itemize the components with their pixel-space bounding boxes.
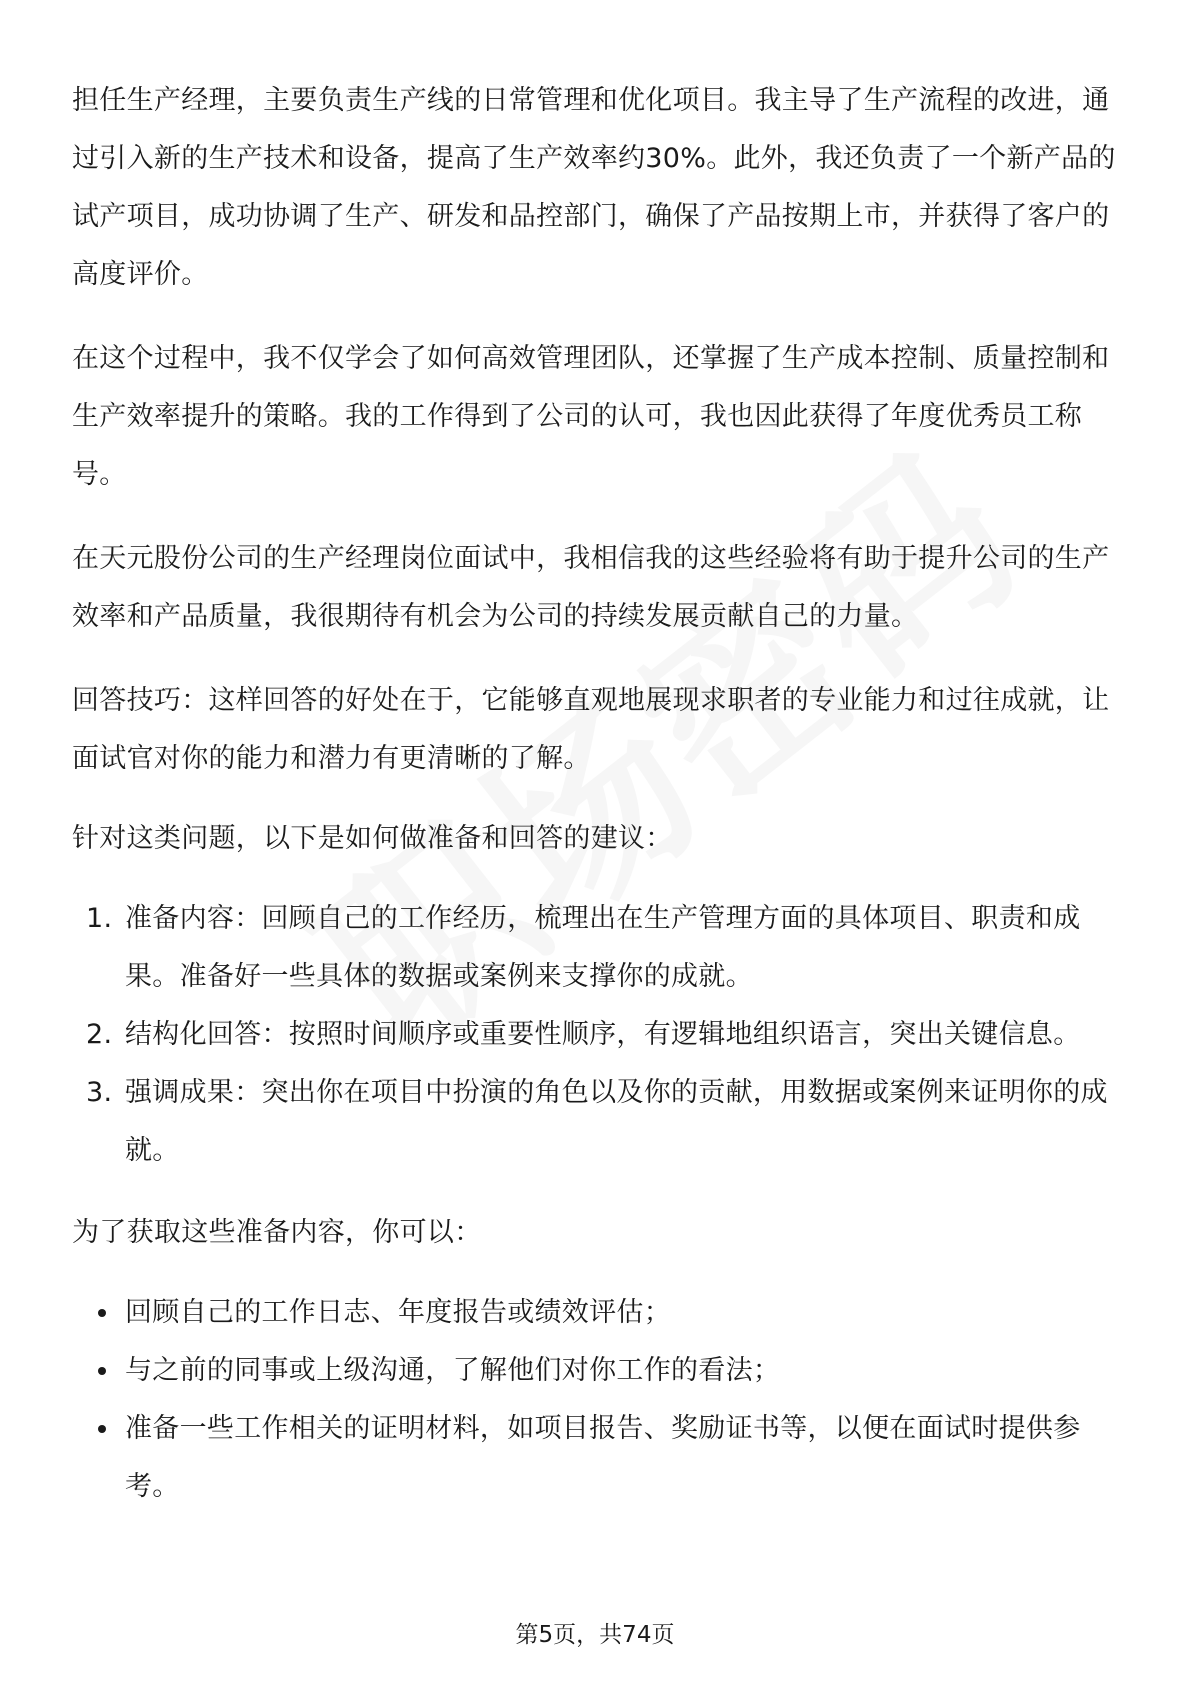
list-item-text: 结构化回答：按照时间顺序或重要性顺序，有逻辑地组织语言，突出关键信息。 — [125, 1019, 1081, 1050]
list-number: 2. — [86, 1019, 113, 1050]
list-item-text: 回顾自己的工作日志、年度报告或绩效评估； — [125, 1297, 671, 1328]
paragraph-learning: 在这个过程中，我不仅学会了如何高效管理团队，还掌握了生产成本控制、质量控制和生产效率提升的策略。我的工作得到了公司的认可，我也因此获得了年度优秀员工称号。 — [72, 343, 1110, 490]
list-item-text: 与之前的同事或上级沟通，了解他们对你工作的看法； — [125, 1355, 781, 1386]
list-number: 3. — [86, 1077, 113, 1108]
list-item — [72, 1064, 1118, 1180]
list-number: 1. — [86, 903, 113, 934]
list-item-text: 准备一些工作相关的证明材料，如项目报告、奖励证书等，以便在面试时提供参考。 — [125, 1413, 1081, 1502]
list-item — [72, 1342, 1118, 1400]
tips-list — [72, 1284, 1118, 1516]
list-item — [72, 1006, 1118, 1064]
page-footer: 第5页，共74页 — [515, 1622, 675, 1648]
list-item — [72, 890, 1118, 1006]
list-item-text: 强调成果：突出你在项目中扮演的角色以及你的贡献，用数据或案例来证明你的成就。 — [125, 1077, 1108, 1166]
list-item — [72, 1284, 1118, 1342]
bullet-icon — [98, 1425, 106, 1433]
paragraph-answer-tips: 回答技巧：这样回答的好处在于，它能够直观地展现求职者的专业能力和过往成就，让面试官对你的能力和潜力有更清晰的了解。 — [72, 685, 1110, 774]
list-item — [72, 1400, 1118, 1516]
paragraph-tips-intro: 为了获取这些准备内容，你可以： — [72, 1217, 482, 1248]
paragraph-experience: 担任生产经理，主要负责生产线的日常管理和优化项目。我主导了生产流程的改进，通过引入新的生产技术和设备，提高了生产效率约30%。此外，我还负责了一个新产品的试产项目，成功协调了生产、研发和品控部门，确保了产品按期上市，并获得了客户的高度评价。 — [72, 85, 1116, 290]
bullet-icon — [98, 1367, 106, 1375]
paragraph-suggestions-intro: 针对这类问题，以下是如何做准备和回答的建议： — [72, 823, 673, 854]
list-item-text: 准备内容：回顾自己的工作经历，梳理出在生产管理方面的具体项目、职责和成果。准备好一些具体的数据或案例来支撑你的成就。 — [125, 903, 1081, 992]
paragraph-interview: 在天元股份公司的生产经理岗位面试中，我相信我的这些经验将有助于提升公司的生产效率和产品质量，我很期待有机会为公司的持续发展贡献自己的力量。 — [72, 543, 1110, 632]
bullet-icon — [98, 1309, 106, 1317]
steps-list — [72, 890, 1118, 1180]
document-body — [72, 72, 1118, 1540]
